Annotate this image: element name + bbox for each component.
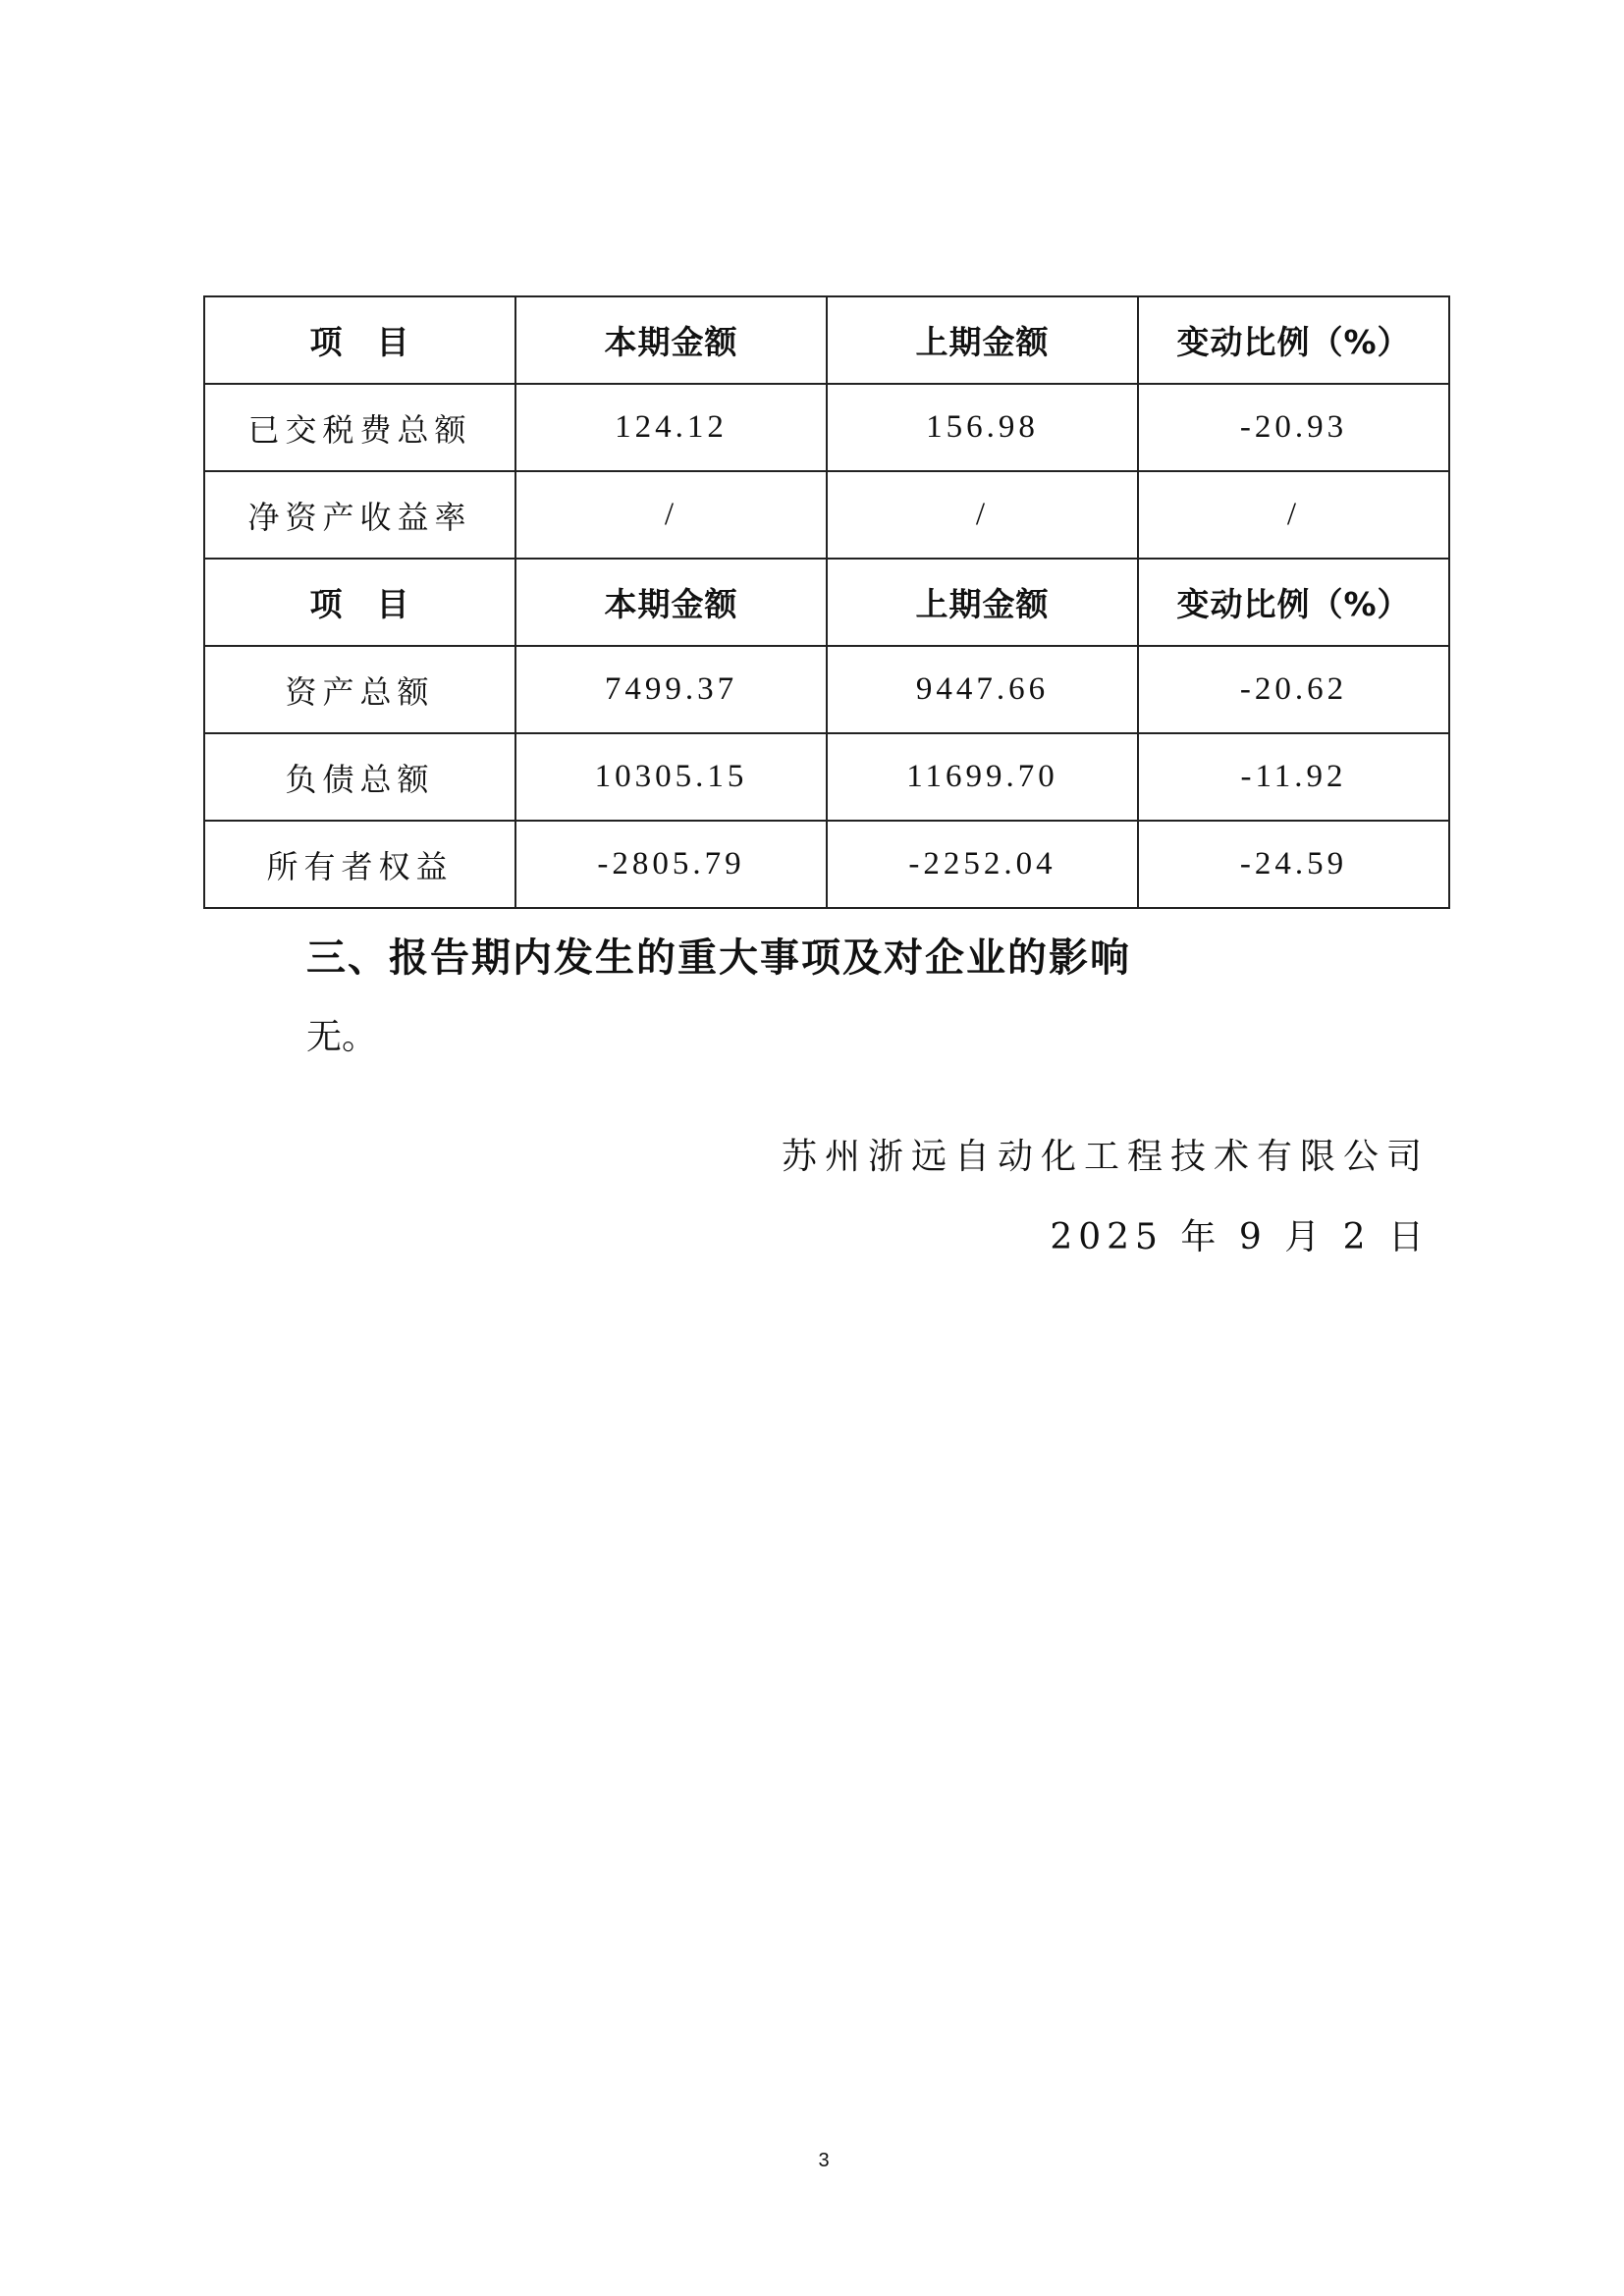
row-label-cell: 负债总额 bbox=[204, 733, 515, 821]
row-label-cell: 净资产收益率 bbox=[204, 471, 515, 559]
table-header-row bbox=[204, 559, 1449, 646]
table-header-row bbox=[204, 296, 1449, 384]
table-cell: -11.92 bbox=[1138, 733, 1449, 821]
table-row bbox=[204, 471, 1449, 559]
table-cell: 上期金额 bbox=[827, 559, 1138, 646]
table-row bbox=[204, 733, 1449, 821]
signature-date: 2025 年 9 月 2 日 bbox=[1050, 1217, 1430, 1257]
table-cell: 124.12 bbox=[515, 384, 827, 471]
table-cell: 7499.37 bbox=[515, 646, 827, 733]
table-row bbox=[204, 821, 1449, 908]
table-cell: 变动比例（%） bbox=[1138, 559, 1449, 646]
row-label-cell: 已交税费总额 bbox=[204, 384, 515, 471]
row-label-cell: 所有者权益 bbox=[204, 821, 515, 908]
table-row bbox=[204, 646, 1449, 733]
table-cell: 上期金额 bbox=[827, 296, 1138, 384]
table-cell: / bbox=[515, 471, 827, 559]
table-cell: 本期金额 bbox=[515, 296, 827, 384]
table-cell: 11699.70 bbox=[827, 733, 1138, 821]
table-cell: -2805.79 bbox=[515, 821, 827, 908]
row-label-cell: 资产总额 bbox=[204, 646, 515, 733]
section-heading: 三、报告期内发生的重大事项及对企业的影响 bbox=[306, 935, 1131, 981]
company-name: 苏州浙远自动化工程技术有限公司 bbox=[781, 1137, 1430, 1177]
financial-table bbox=[203, 295, 1450, 909]
table-cell: 156.98 bbox=[827, 384, 1138, 471]
table-cell: -24.59 bbox=[1138, 821, 1449, 908]
table-cell: 变动比例（%） bbox=[1138, 296, 1449, 384]
table-cell: 本期金额 bbox=[515, 559, 827, 646]
table-cell: -20.62 bbox=[1138, 646, 1449, 733]
table-cell: -2252.04 bbox=[827, 821, 1138, 908]
table-cell: -20.93 bbox=[1138, 384, 1449, 471]
table-cell: 10305.15 bbox=[515, 733, 827, 821]
page-number: 3 bbox=[818, 2150, 830, 2171]
row-label-cell: 项 目 bbox=[204, 296, 515, 384]
section-body: 无。 bbox=[306, 1017, 378, 1057]
table-row bbox=[204, 384, 1449, 471]
row-label-cell: 项 目 bbox=[204, 559, 515, 646]
table-cell: / bbox=[827, 471, 1138, 559]
table-cell: / bbox=[1138, 471, 1449, 559]
table-cell: 9447.66 bbox=[827, 646, 1138, 733]
